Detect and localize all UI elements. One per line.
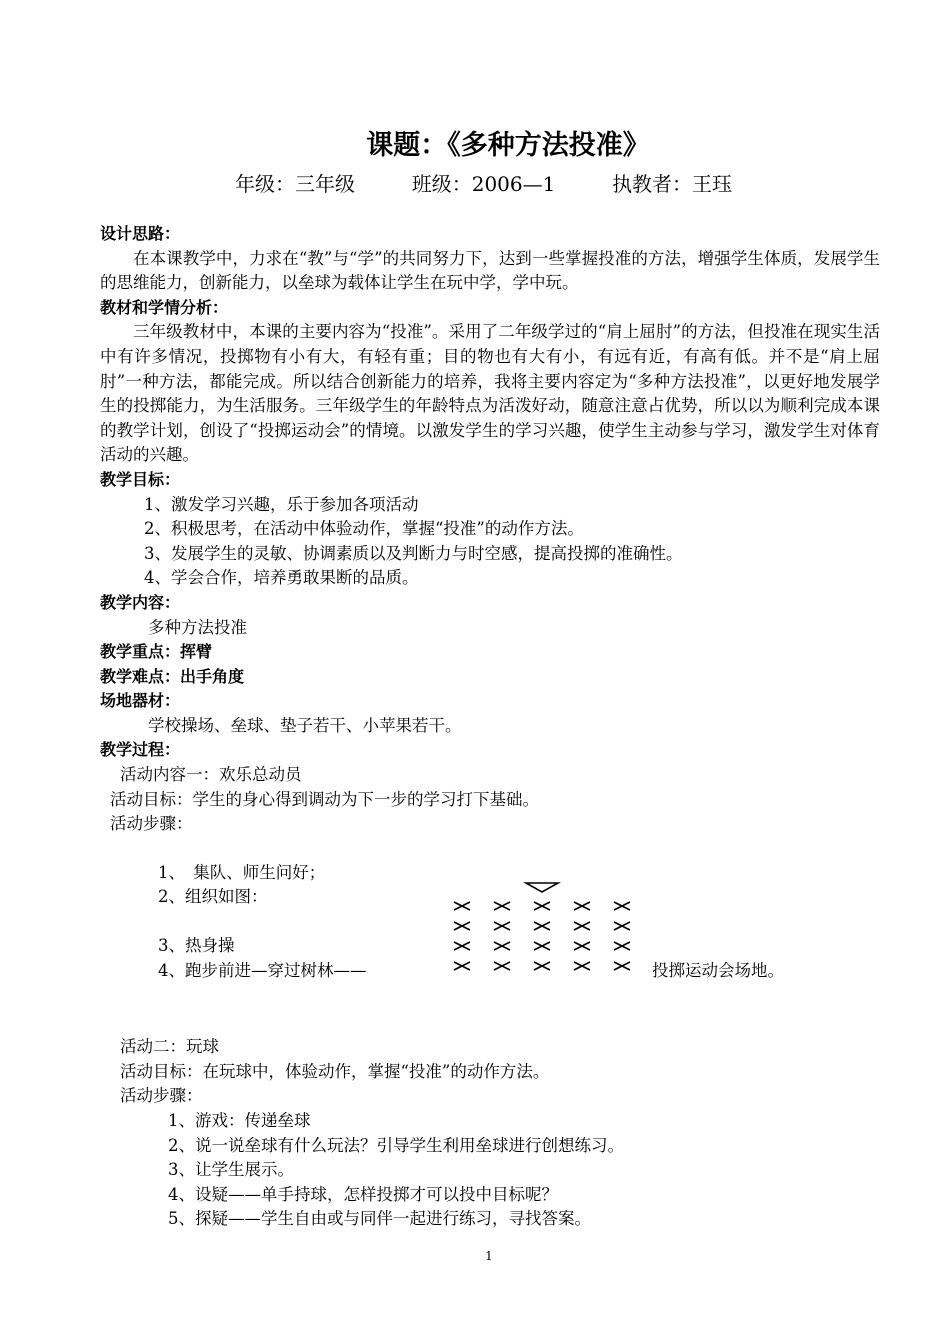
- goals-heading: 教学目标：: [100, 469, 181, 489]
- student-marker-icon: [454, 922, 470, 930]
- design-text: 在本课教学中，力求在“教”与“学”的共同努力下，达到一些掌握投准的方法，增强学生体质，发展学生的思维能力，创新能力，以垒球为载体让学生在玩中学，学中玩。: [100, 248, 880, 293]
- student-marker-icon: [534, 942, 550, 950]
- lesson-info: [235, 170, 732, 198]
- analysis-text: 三年级教材中，本课的主要内容为“投准”。采用了二年级学过的“肩上屈肘”的方法，但投准在现实生活中有许多情况，投掷物有小有大，有轻有重；目的物也有大有小，有远有近，有高有低。并不是“肩上屈肘”一种方法，都能完成。所以结合创新能力的培养，我将主要内容定为“多种方法投准”，以更好地发展学生的投掷能力，为生活服务。三年级学生的年龄特点为活泼好动，随意注意占优势，所以以为顺利完成本课的教学计划，创设了“投掷运动会”的情境。以激发学生的学习兴趣，使学生主动参与学习，激发学生对体育活动的兴趣。: [100, 322, 880, 465]
- student-marker-icon: [614, 902, 630, 910]
- focus-heading: 教学重点：挥臂: [100, 642, 213, 662]
- page-number: 1: [485, 1249, 493, 1263]
- goal-item: 4、学会合作，培养勇敢果断的品质。: [144, 568, 419, 588]
- student-marker-icon: [614, 962, 630, 970]
- document-body: [100, 222, 880, 1232]
- goal-item: 1、激发学习兴趣，乐于参加各项活动: [144, 494, 419, 514]
- activity1-steps-label: 活动步骤：: [110, 814, 193, 834]
- process-heading: 教学过程：: [100, 740, 181, 760]
- goal-item: 2、积极思考，在活动中体验动作，掌握“投准”的动作方法。: [144, 519, 584, 539]
- student-marker-icon: [494, 942, 510, 950]
- content-heading: 教学内容：: [100, 592, 181, 612]
- activity2-step: 2、说一说垒球有什么玩法？引导学生利用垒球进行创想练习。: [168, 1135, 624, 1155]
- class-info: 班级：2006—1: [411, 172, 556, 196]
- difficulty-heading: 教学难点：出手角度: [100, 666, 245, 686]
- student-marker-icon: [534, 902, 550, 910]
- teacher-info: 执教者：王珏: [612, 172, 733, 196]
- student-marker-icon: [614, 942, 630, 950]
- student-marker-icon: [494, 922, 510, 930]
- teacher-triangle-icon: [526, 883, 558, 892]
- student-marker-icon: [494, 902, 510, 910]
- student-marker-icon: [494, 962, 510, 970]
- activity2-step: 1、游戏：传递垒球: [168, 1111, 311, 1130]
- student-marker-icon: [574, 962, 590, 970]
- content-text: 多种方法投准: [148, 617, 247, 637]
- student-marker-icon: [534, 922, 550, 930]
- student-marker-icon: [454, 942, 470, 950]
- grade-info: 年级：三年级: [235, 172, 355, 196]
- activity1-step: 2、组织如图：: [158, 887, 268, 907]
- student-marker-icon: [534, 962, 550, 970]
- activity2-goal: 活动目标：在玩球中，体验动作，掌握“投准”的动作方法。: [120, 1061, 550, 1081]
- activity1-step: 3、热身操: [158, 936, 235, 956]
- activity2-step: 5、探疑——学生自由或与同伴一起进行练习，寻找答案。: [168, 1209, 591, 1229]
- activity2-steps-label: 活动步骤：: [120, 1086, 203, 1106]
- activity2-step: 4、设疑——单手持球，怎样投掷才可以投中目标呢？: [168, 1184, 558, 1204]
- activity1-step: 1、 集队、师生问好；: [158, 862, 326, 882]
- equipment-text: 学校操场、垒球、垫子若干、小苹果若干。: [148, 715, 462, 735]
- activity1-step4-start: 4、跑步前进—穿过树林——: [158, 960, 367, 980]
- equipment-heading: 场地器材：: [100, 691, 181, 711]
- formation-svg: [408, 878, 648, 984]
- activity2-content: 活动二：玩球: [120, 1037, 219, 1057]
- student-marker-icon: [574, 922, 590, 930]
- activity1-content: 活动内容一：欢乐总动员: [120, 765, 302, 785]
- analysis-heading: 教材和学情分析：: [100, 297, 229, 317]
- activity1-step4-end: 投掷运动会场地。: [652, 959, 784, 984]
- design-heading: 设计思路：: [100, 224, 181, 243]
- formation-diagram: [408, 878, 648, 984]
- student-marker-icon: [454, 902, 470, 910]
- lesson-title: 课题：《多种方法投准》: [366, 130, 650, 161]
- student-marker-icon: [574, 942, 590, 950]
- student-marker-icon: [574, 902, 590, 910]
- activity1-goal: 活动目标：学生的身心得到调动为下一步的学习打下基础。: [110, 789, 539, 809]
- goal-item: 3、发展学生的灵敏、协调素质以及判断力与时空感，提高投掷的准确性。: [144, 543, 683, 563]
- student-marker-icon: [454, 962, 470, 970]
- activity2-step: 3、让学生展示。: [168, 1160, 294, 1180]
- student-marker-icon: [614, 922, 630, 930]
